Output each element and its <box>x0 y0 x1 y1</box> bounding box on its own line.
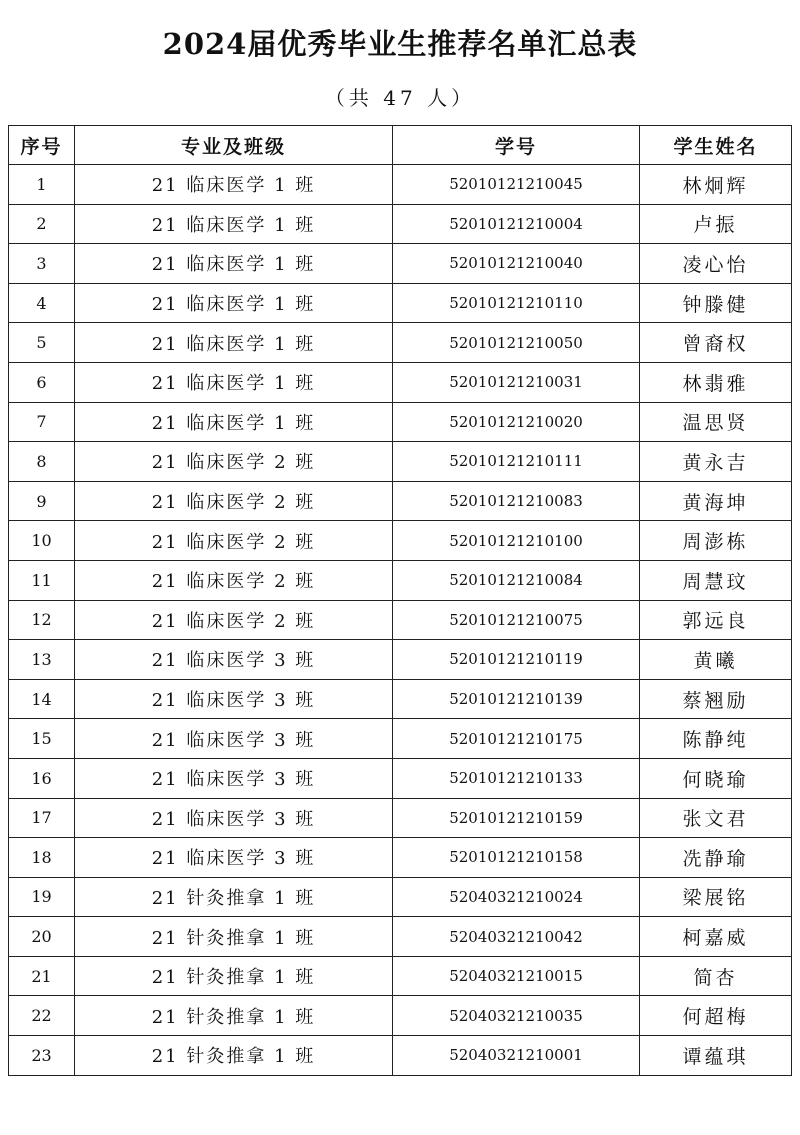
header-number: 序号 <box>9 126 75 165</box>
table-row <box>9 758 792 798</box>
row-student-name: 凌心怡 <box>640 244 792 284</box>
table-row <box>9 283 792 323</box>
table-row <box>9 204 792 244</box>
row-student-id: 52010121210175 <box>393 719 640 759</box>
table-row <box>9 165 792 205</box>
row-student-name: 何超梅 <box>640 996 792 1036</box>
table-row <box>9 877 792 917</box>
row-class: 21 临床医学 2 班 <box>75 521 393 561</box>
header-student-id: 学号 <box>393 126 640 165</box>
row-number: 7 <box>9 402 75 442</box>
table-row <box>9 798 792 838</box>
row-number: 10 <box>9 521 75 561</box>
row-number: 20 <box>9 917 75 957</box>
header-class: 专业及班级 <box>75 126 393 165</box>
row-student-id: 52010121210119 <box>393 640 640 680</box>
row-class: 21 临床医学 2 班 <box>75 481 393 521</box>
row-student-name: 冼静瑜 <box>640 838 792 878</box>
row-student-id: 52010121210083 <box>393 481 640 521</box>
row-student-name: 曾裔权 <box>640 323 792 363</box>
row-student-name: 蔡翘励 <box>640 679 792 719</box>
row-class: 21 临床医学 1 班 <box>75 165 393 205</box>
row-student-id: 52010121210050 <box>393 323 640 363</box>
row-number: 8 <box>9 442 75 482</box>
roster-table <box>8 125 792 1076</box>
row-student-id: 52010121210004 <box>393 204 640 244</box>
row-student-id: 52040321210042 <box>393 917 640 957</box>
table-row <box>9 521 792 561</box>
row-student-name: 周澎栋 <box>640 521 792 561</box>
row-student-name: 何晓瑜 <box>640 758 792 798</box>
row-student-name: 林炯辉 <box>640 165 792 205</box>
row-class: 21 临床医学 3 班 <box>75 679 393 719</box>
row-student-name: 梁展铭 <box>640 877 792 917</box>
table-row <box>9 244 792 284</box>
row-class: 21 临床医学 3 班 <box>75 719 393 759</box>
row-class: 21 临床医学 1 班 <box>75 362 393 402</box>
row-class: 21 临床医学 3 班 <box>75 758 393 798</box>
row-class: 21 临床医学 3 班 <box>75 640 393 680</box>
row-number: 15 <box>9 719 75 759</box>
row-student-id: 52010121210110 <box>393 283 640 323</box>
row-student-name: 黄曦 <box>640 640 792 680</box>
row-student-id: 52010121210045 <box>393 165 640 205</box>
header-row <box>9 126 792 165</box>
row-class: 21 针灸推拿 1 班 <box>75 877 393 917</box>
row-class: 21 临床医学 2 班 <box>75 560 393 600</box>
roster-body <box>9 165 792 1076</box>
row-class: 21 临床医学 2 班 <box>75 442 393 482</box>
total-count: （共 47 人） <box>324 86 476 110</box>
row-student-id: 52010121210111 <box>393 442 640 482</box>
row-number: 6 <box>9 362 75 402</box>
row-number: 11 <box>9 560 75 600</box>
row-class: 21 临床医学 1 班 <box>75 323 393 363</box>
row-student-name: 卢振 <box>640 204 792 244</box>
row-class: 21 临床医学 1 班 <box>75 204 393 244</box>
row-student-id: 52010121210139 <box>393 679 640 719</box>
row-student-name: 周慧玟 <box>640 560 792 600</box>
row-student-name: 柯嘉威 <box>640 917 792 957</box>
row-student-id: 52010121210100 <box>393 521 640 561</box>
row-number: 9 <box>9 481 75 521</box>
row-number: 1 <box>9 165 75 205</box>
table-row <box>9 1036 792 1076</box>
table-row <box>9 956 792 996</box>
row-number: 12 <box>9 600 75 640</box>
row-student-id: 52010121210133 <box>393 758 640 798</box>
row-number: 16 <box>9 758 75 798</box>
table-row <box>9 362 792 402</box>
row-class: 21 临床医学 3 班 <box>75 838 393 878</box>
table-row <box>9 917 792 957</box>
row-student-name: 黄永吉 <box>640 442 792 482</box>
row-student-id: 52040321210001 <box>393 1036 640 1076</box>
header-student-name: 学生姓名 <box>640 126 792 165</box>
row-class: 21 临床医学 1 班 <box>75 283 393 323</box>
table-row <box>9 323 792 363</box>
row-class: 21 临床医学 2 班 <box>75 600 393 640</box>
row-number: 17 <box>9 798 75 838</box>
table-row <box>9 640 792 680</box>
row-student-name: 黄海坤 <box>640 481 792 521</box>
table-row <box>9 996 792 1036</box>
row-student-name: 张文君 <box>640 798 792 838</box>
row-student-id: 52010121210084 <box>393 560 640 600</box>
row-student-name: 温思贤 <box>640 402 792 442</box>
row-number: 5 <box>9 323 75 363</box>
table-row <box>9 838 792 878</box>
row-class: 21 针灸推拿 1 班 <box>75 996 393 1036</box>
row-number: 13 <box>9 640 75 680</box>
row-class: 21 针灸推拿 1 班 <box>75 1036 393 1076</box>
row-number: 21 <box>9 956 75 996</box>
row-class: 21 针灸推拿 1 班 <box>75 917 393 957</box>
row-class: 21 临床医学 1 班 <box>75 402 393 442</box>
row-student-name: 简杏 <box>640 956 792 996</box>
row-student-name: 林翡雅 <box>640 362 792 402</box>
row-number: 19 <box>9 877 75 917</box>
row-student-name: 郭远良 <box>640 600 792 640</box>
page-title: 2024届优秀毕业生推荐名单汇总表 <box>162 27 638 61</box>
table-row <box>9 481 792 521</box>
row-student-id: 52010121210075 <box>393 600 640 640</box>
row-number: 18 <box>9 838 75 878</box>
row-number: 23 <box>9 1036 75 1076</box>
row-student-id: 52010121210158 <box>393 838 640 878</box>
row-class: 21 针灸推拿 1 班 <box>75 956 393 996</box>
row-student-id: 52040321210024 <box>393 877 640 917</box>
table-row <box>9 719 792 759</box>
row-number: 4 <box>9 283 75 323</box>
row-number: 22 <box>9 996 75 1036</box>
table-row <box>9 402 792 442</box>
table-row <box>9 560 792 600</box>
table-row <box>9 600 792 640</box>
row-number: 2 <box>9 204 75 244</box>
row-number: 14 <box>9 679 75 719</box>
row-student-id: 52040321210035 <box>393 996 640 1036</box>
row-student-name: 钟滕健 <box>640 283 792 323</box>
row-student-name: 谭蕴琪 <box>640 1036 792 1076</box>
row-student-id: 52040321210015 <box>393 956 640 996</box>
table-row <box>9 442 792 482</box>
table-row <box>9 679 792 719</box>
row-student-id: 52010121210159 <box>393 798 640 838</box>
row-student-id: 52010121210020 <box>393 402 640 442</box>
row-number: 3 <box>9 244 75 284</box>
row-student-name: 陈静纯 <box>640 719 792 759</box>
row-class: 21 临床医学 1 班 <box>75 244 393 284</box>
row-student-id: 52010121210040 <box>393 244 640 284</box>
row-student-id: 52010121210031 <box>393 362 640 402</box>
row-class: 21 临床医学 3 班 <box>75 798 393 838</box>
